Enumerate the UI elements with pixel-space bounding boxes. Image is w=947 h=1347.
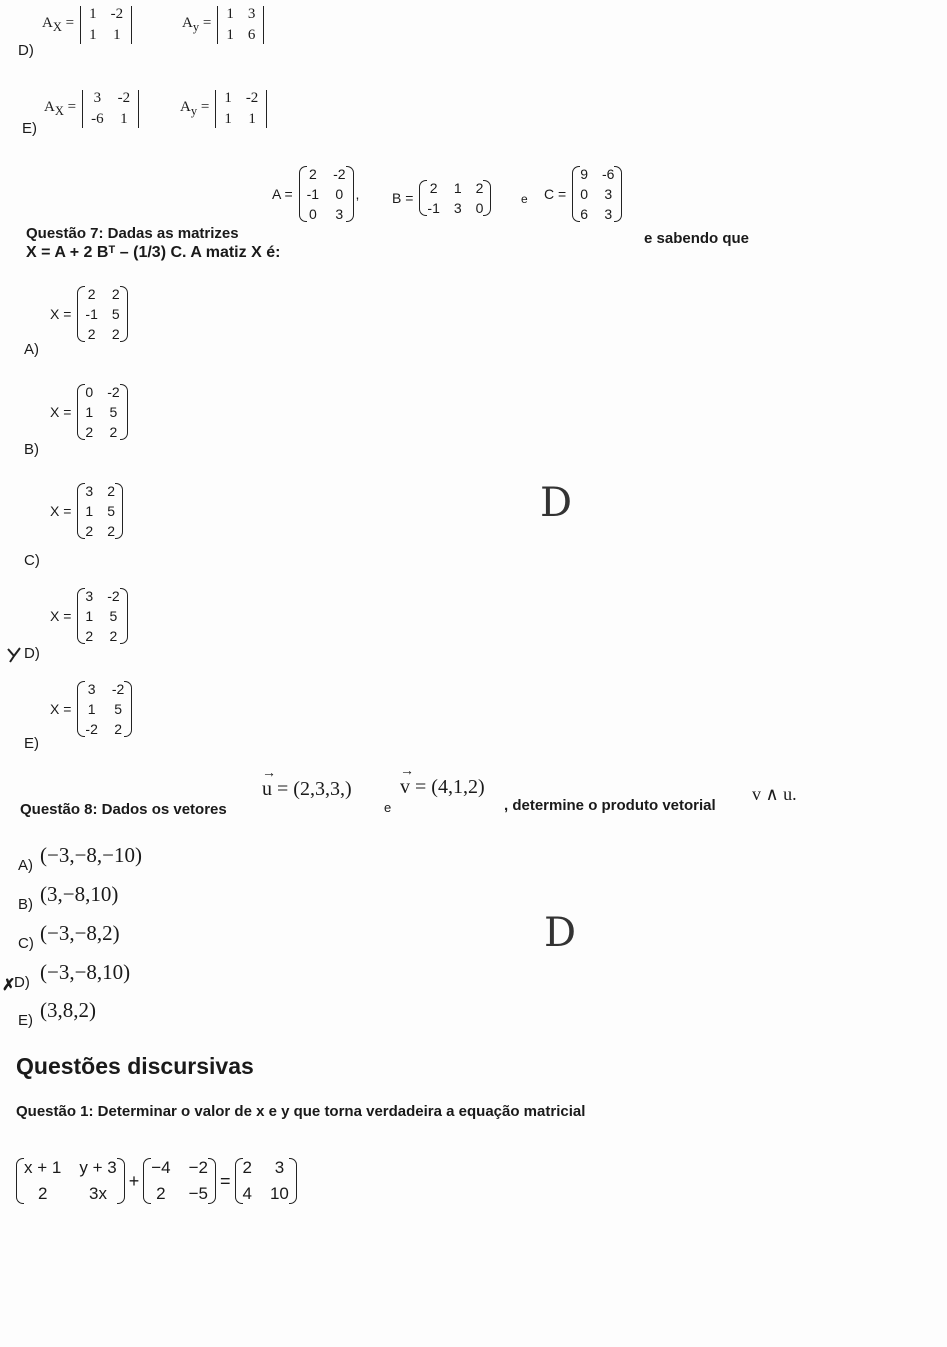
matrix-cell: 2 (107, 523, 115, 539)
matrix-cell: 0 (475, 200, 484, 216)
matrix-cell: -2 (107, 588, 120, 604)
matrix-cell: 1 (226, 27, 234, 43)
q8-tail: , determine o produto vetorial (504, 797, 716, 814)
matrix-cell: -2 (245, 90, 259, 106)
q7-option-label: E) (24, 735, 39, 752)
matrix-cell: 3x (89, 1184, 107, 1203)
matrix-cell: 2 (85, 628, 94, 644)
q7-option-matrix: X = 0 -2 1 5 2 2 (50, 384, 128, 440)
disc1-matrix-2 (151, 1158, 208, 1204)
matrix-cell: 1 (226, 6, 234, 22)
q7-matrix-b: B = 2 1 2 -1 3 0 (392, 180, 491, 216)
matrix-cell: -6 (91, 111, 104, 127)
matrix-cell: 0 (85, 384, 94, 400)
q8-vector-u: → u = (2,3,3,) (262, 766, 352, 800)
q7-matrix-c: C = 9 -6 0 3 6 3 (544, 166, 622, 222)
q8-e: e (384, 800, 392, 815)
matrix-cell: -2 (107, 384, 120, 400)
matrix-cell: 2 (85, 424, 94, 440)
matrix-cell: 1 (224, 111, 232, 127)
q6-option-e-label: E) (22, 120, 37, 137)
matrix-cell: −2 (188, 1158, 208, 1177)
matrix-cell: 10 (269, 1184, 289, 1203)
q8-option-value: (−3,−8,10) (40, 960, 131, 984)
matrix-cell: -2 (117, 90, 131, 106)
q7-selected-mark-icon (6, 646, 22, 669)
matrix-cell: -2 (111, 681, 125, 697)
matrix-cell: 6 (580, 206, 588, 222)
matrix-cell: 3 (604, 206, 613, 222)
q8-option-label: D) (14, 974, 30, 991)
q7-intro: Questão 7: Dadas as matrizes (26, 225, 239, 242)
matrix-cell: -1 (306, 186, 320, 202)
matrix-cell: 9 (580, 166, 588, 182)
matrix-cell: −4 (151, 1158, 171, 1177)
q8-option-label: E) (18, 1012, 33, 1029)
matrix-cell: 3 (85, 483, 94, 499)
matrix-cell: 2 (111, 326, 120, 342)
matrix-cell: y + 3 (79, 1158, 117, 1177)
matrix-cell: 2 (109, 424, 118, 440)
matrix-cell: 1 (248, 111, 256, 127)
matrix-cell: 3 (335, 206, 344, 222)
matrix-cell: 1 (85, 404, 94, 420)
matrix-cell: 3 (247, 6, 256, 22)
q6-d-ay-matrix: $A_y$ = 1 3 1 6 (182, 6, 264, 44)
disc1-matrix-1 (24, 1158, 117, 1204)
matrix-cell: 2 (85, 523, 94, 539)
matrix-cell: 3 (87, 681, 96, 697)
q6-e-ay-grid (224, 90, 258, 128)
q8-cross-product: v ∧ u. (752, 784, 797, 804)
q6-e-ax-grid (91, 90, 130, 128)
matrix-cell: 2 (109, 628, 118, 644)
q8-option-label: A) (18, 857, 33, 874)
matrix-cell: 0 (308, 206, 317, 222)
section-title: Questões discursivas (16, 1053, 254, 1079)
matrix-cell: 6 (247, 27, 256, 43)
q7-option-label: D) (24, 645, 40, 662)
matrix-cell: -6 (601, 166, 615, 182)
matrix-cell: x + 1 (24, 1158, 62, 1177)
matrix-cell: 3 (604, 186, 613, 202)
q8-option-label: B) (18, 896, 33, 913)
matrix-cell: 2 (37, 1184, 48, 1203)
q8-option-value: (3,−8,10) (40, 882, 119, 906)
matrix-cell: 5 (114, 701, 122, 717)
matrix-cell: 3 (453, 200, 462, 216)
q8-vector-v: → v = (4,1,2) (400, 764, 485, 798)
q7-option-matrix: X = 3 -2 1 5 2 2 (50, 588, 128, 644)
matrix-cell: 2 (475, 180, 484, 196)
matrix-cell: 2 (308, 166, 317, 182)
q8-option-value: (−3,−8,−10) (40, 843, 143, 867)
q7-equation: X = A + 2 Bᵀ – (1/3) C. A matiz X é: (26, 244, 281, 261)
q6-d-ax-grid (89, 6, 123, 44)
q7-option-matrix: X = 2 2 -1 5 2 2 (50, 286, 128, 342)
q6-d-ay-grid (226, 6, 255, 44)
matrix-cell: 3 (93, 90, 102, 106)
matrix-cell: 2 (114, 721, 122, 737)
q7-option-label: B) (24, 441, 39, 458)
disc1-equation: x + 1 y + 3 2 3x + −4 −2 2 −5 = 2 3 4 10 (16, 1158, 297, 1204)
matrix-cell: 1 (89, 6, 97, 22)
q8-selected-mark-icon: ✗ (2, 977, 16, 994)
matrix-cell: −5 (188, 1184, 208, 1203)
matrix-cell: 1 (120, 111, 128, 127)
disc1-matrix-3 (243, 1158, 289, 1204)
matrix-cell: 2 (87, 286, 96, 302)
q7-option-matrix: X = 3 -2 1 5 -2 2 (50, 681, 132, 737)
matrix-cell: 2 (242, 1158, 252, 1177)
matrix-cell: 1 (224, 90, 232, 106)
disc1-intro: Questão 1: Determinar o valor de x e y que torna verdadeira a equação matricial (16, 1103, 586, 1120)
matrix-cell: 1 (87, 701, 96, 717)
matrix-cell: 5 (107, 503, 115, 519)
q8-option-label: C) (18, 935, 34, 952)
q6-option-d-label: D) (18, 42, 34, 59)
q7-handwritten-answer: D (540, 480, 573, 526)
q7-option-matrix: X = 3 2 1 5 2 2 (50, 483, 123, 539)
matrix-cell: 2 (111, 286, 120, 302)
q7-option-label: A) (24, 341, 39, 358)
q7-option-label: C) (24, 552, 40, 569)
matrix-cell: 3 (274, 1158, 285, 1177)
matrix-cell: 4 (242, 1184, 252, 1203)
q8-handwritten-answer: D (544, 910, 577, 956)
q7-matrix-a: A = 2 -2 -1 0 0 3 , (272, 166, 360, 222)
matrix-cell: 1 (89, 27, 97, 43)
matrix-cell: -1 (85, 306, 98, 322)
matrix-cell: 3 (85, 588, 94, 604)
matrix-cell: -2 (85, 721, 98, 737)
matrix-cell: -2 (333, 166, 346, 182)
q7-tail: e sabendo que (644, 230, 750, 247)
matrix-cell: 5 (109, 404, 118, 420)
matrix-cell: 1 (85, 608, 94, 624)
matrix-cell: 2 (87, 326, 96, 342)
matrix-cell: 0 (335, 186, 344, 202)
matrix-cell: 5 (111, 306, 120, 322)
matrix-cell: -2 (110, 6, 124, 22)
matrix-cell: 1 (453, 180, 462, 196)
matrix-cell: 2 (156, 1184, 166, 1203)
matrix-cell: 2 (107, 483, 115, 499)
q8-option-value: (3,8,2) (40, 998, 96, 1022)
matrix-cell: 2 (429, 180, 438, 196)
q7-e-separator: e (521, 192, 528, 206)
matrix-cell: 5 (109, 608, 118, 624)
matrix-cell: 1 (113, 27, 121, 43)
q8-intro: Questão 8: Dados os vetores (20, 801, 227, 818)
q6-d-ax-matrix: $A_X$ = 1 -2 1 1 (42, 6, 132, 44)
matrix-cell: -1 (427, 200, 440, 216)
matrix-cell: 1 (85, 503, 94, 519)
q6-e-ax-matrix: $A_X$ = 3 -2 -6 1 (44, 90, 139, 128)
q8-option-value: (−3,−8,2) (40, 921, 120, 945)
q6-e-ay-matrix: $A_y$ = 1 -2 1 1 (180, 90, 267, 128)
matrix-cell: 0 (580, 186, 588, 202)
